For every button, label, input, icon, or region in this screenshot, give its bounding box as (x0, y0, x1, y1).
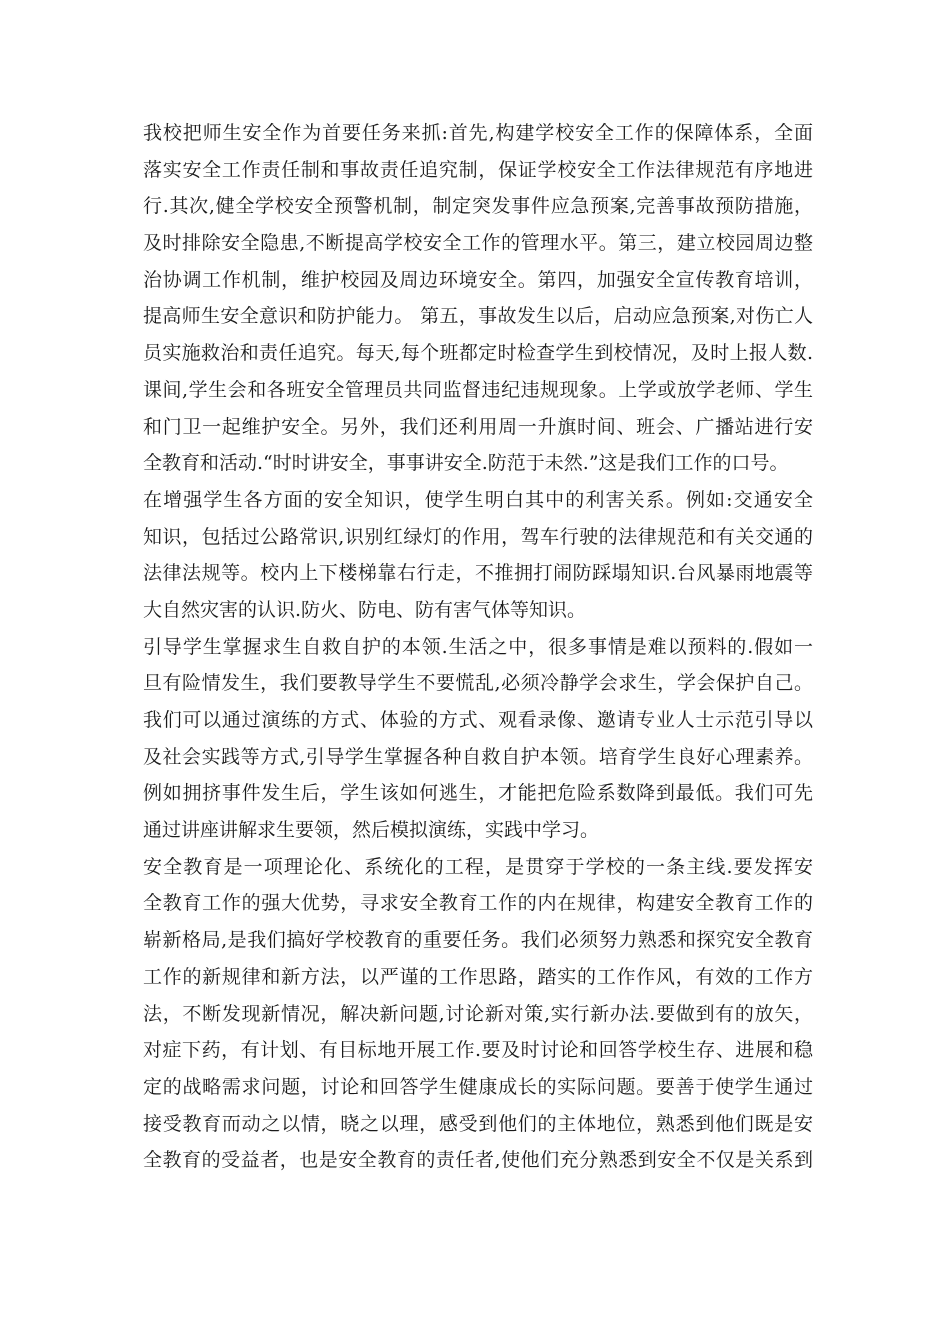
text-line: 及时排除安全隐患,不断提高学校安全工作的管理水平。第三，建立校园周边整 (143, 232, 813, 255)
text-line: 接受教育而动之以情，晓之以理，感受到他们的主体地位，熟悉到他们既是安 (143, 1112, 813, 1135)
text-line: 定的战略需求问题，讨论和回答学生健康成长的实际问题。要善于使学生通过 (143, 1075, 813, 1098)
text-line: 对症下药，有计划、有目标地开展工作.要及时讨论和回答学校生存、进展和稳 (143, 1039, 813, 1062)
text-line: 大自然灾害的认识.防火、防电、防有害气体等知识。 (143, 598, 587, 621)
body-text (143, 115, 813, 1179)
text-line: 知识，包括过公路常识,识别红绿灯的作用，驾车行驶的法律规范和有关交通的 (143, 525, 813, 548)
text-line: 提高师生安全意识和防护能力。 第五，事故发生以后，启动应急预案,对伤亡人 (143, 305, 813, 328)
text-line: 引导学生掌握求生自救自护的本领.生活之中，很多事情是难以预料的.假如一 (143, 635, 813, 658)
text-line: 法，不断发现新情况，解决新问题,讨论新对策,实行新办法.要做到有的放矢， (143, 1002, 813, 1025)
text-line: 和门卫一起维护安全。另外，我们还利用周一升旗时间、班会、广播站进行安 (143, 415, 813, 438)
text-line: 崭新格局,是我们搞好学校教育的重要任务。我们必须努力熟悉和探究安全教育 (143, 929, 813, 952)
text-line: 在增强学生各方面的安全知识，使学生明白其中的利害关系。例如:交通安全 (143, 488, 813, 511)
text-line: 全教育的受益者，也是安全教育的责任者,使他们充分熟悉到安全不仅是关系到 (143, 1149, 813, 1172)
text-line: 行.其次,健全学校安全预警机制，制定突发事件应急预案,完善事故预防措施， (143, 195, 813, 218)
text-line: 员实施救治和责任追究。每天,每个班都定时检查学生到校情况，及时上报人数. (143, 342, 813, 365)
text-line: 法律法规等。校内上下楼梯靠右行走，不推拥打闹防踩塌知识.台风暴雨地震等 (143, 562, 813, 585)
text-line: 落实安全工作责任制和事故责任追究制，保证学校安全工作法律规范有序地进 (143, 158, 813, 181)
text-line: 及社会实践等方式,引导学生掌握各种自救自护本领。培育学生良好心理素养。 (143, 745, 813, 768)
text-line: 我们可以通过演练的方式、体验的方式、观看录像、邀请专业人士示范引导以 (143, 709, 813, 731)
text-line: 全教育和活动.“时时讲安全，事事讲安全.防范于未然.”这是我们工作的口号。 (143, 452, 789, 475)
text-line: 例如拥挤事件发生后，学生该如何逃生，才能把危险系数降到最低。我们可先 (143, 782, 813, 805)
text-line: 安全教育是一项理论化、系统化的工程，是贯穿于学校的一条主线.要发挥安 (143, 855, 813, 878)
text-line: 工作的新规律和新方法，以严谨的工作思路，踏实的工作作风，有效的工作方 (143, 965, 813, 988)
text-line: 治协调工作机制，维护校园及周边环境安全。第四，加强安全宣传教育培训， (143, 268, 813, 291)
text-line: 通过讲座讲解求生要领，然后模拟演练，实践中学习。 (143, 819, 600, 842)
text-line: 我校把师生安全作为首要任务来抓:首先,构建学校安全工作的保障体系，全面 (143, 122, 813, 144)
text-line: 课间,学生会和各班安全管理员共同监督违纪违规现象。上学或放学老师、学生 (143, 378, 813, 401)
text-line: 全教育工作的强大优势，寻求安全教育工作的内在规律，构建安全教育工作的 (143, 892, 813, 915)
text-line: 旦有险情发生，我们要教导学生不要慌乱,必须冷静学会求生，学会保护自己。 (143, 672, 813, 695)
